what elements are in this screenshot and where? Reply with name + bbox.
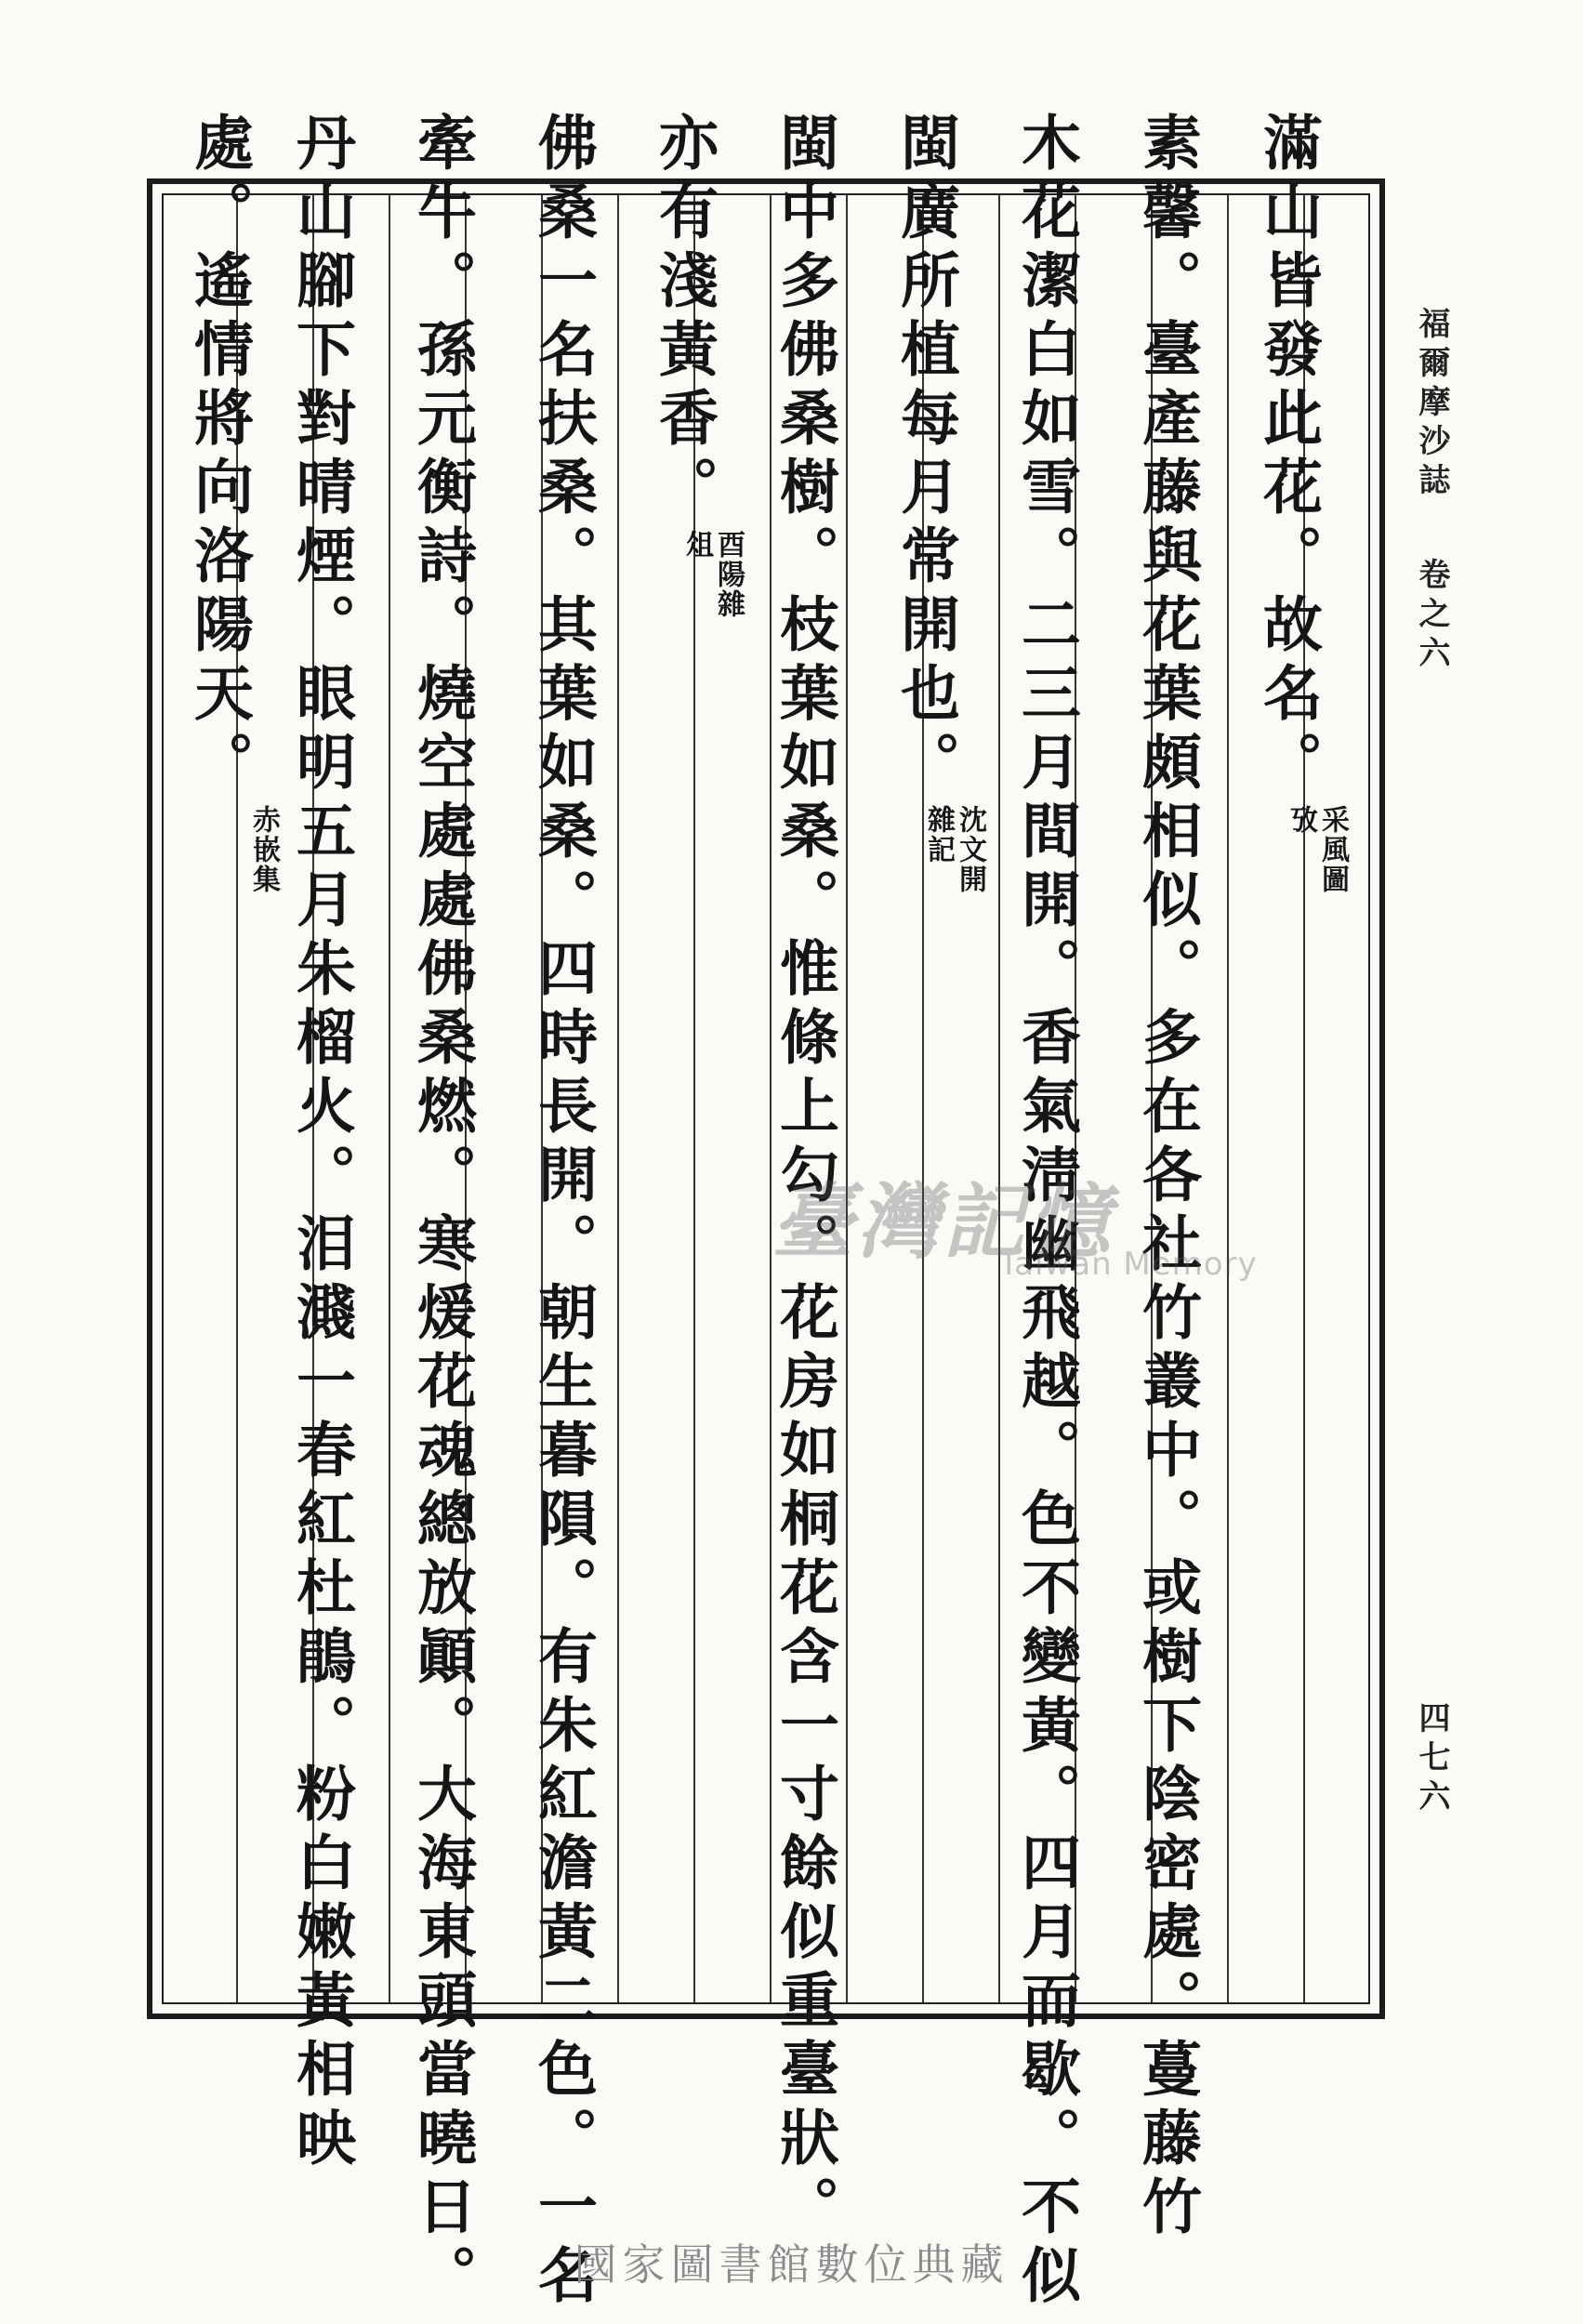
text-column-7 [502, 112, 623, 2313]
text-column-1 [1227, 112, 1348, 1803]
watermark [772, 1157, 1292, 1283]
library-caption: 國家圖書館數位典藏 [574, 2239, 1009, 2290]
column-text: 牽牛。孫元衡詩。燒空處處佛桑燃。寒煖花魂總放顚。大海東頭當曉日。 [407, 112, 477, 2313]
source-note: 酉陽雜俎 [680, 530, 745, 619]
column-text: 丹山腳下對晴煙。眼明五月朱榴火。泪濺一春紅杜鵑。粉白嫩黃相映 [286, 112, 356, 2175]
column-text: 閩中多佛桑樹。枝葉如桑。惟條上勾。花房如桐花含一寸餘似重臺狀。 [770, 112, 839, 2244]
text-column-5 [744, 112, 864, 2244]
column-text: 滿山皆發此花。故名。 [1253, 112, 1323, 799]
column-text: 閩廣所植每月常開也。 [890, 112, 960, 799]
text-column-10 [158, 112, 279, 1803]
column-text: 素馨。臺產藤與花葉頗相似。多在各社竹叢中。或樹下陰密處。蔓藤竹 [1132, 112, 1202, 2244]
column-text: 處。遙情將向洛陽天。 [184, 112, 254, 799]
text-column-4 [864, 112, 985, 1803]
column-text: 木花潔白如雪。二三月間開。香氣淸幽飛越。色不變黃。四月而歇。不似 [1011, 112, 1081, 2313]
text-column-6 [623, 112, 744, 1803]
source-note: 赤嵌集 [247, 805, 280, 894]
text-column-2 [1106, 112, 1227, 2244]
page-number: 四七六 [1413, 1701, 1450, 1818]
volume-label: 卷之六 [1413, 558, 1450, 675]
column-text: 佛桑一名扶桑。其葉如桑。四時長開。朝生暮隕。有朱紅澹黃二色。一名 [528, 112, 598, 2313]
source-note: 采風圖攷 [1285, 805, 1349, 894]
margin-header [1399, 307, 1464, 1906]
text-column-8 [381, 112, 502, 2313]
source-note: 沈文開雜記 [922, 805, 986, 894]
text-column-3 [985, 112, 1106, 2313]
column-text: 亦有淺黃香。 [649, 112, 719, 524]
watermark-english: Taiwan Memory [999, 1246, 1258, 1283]
watermark-chinese: 臺灣記憶 [772, 1173, 1115, 1270]
book-title: 福爾摩沙誌 [1413, 307, 1450, 502]
